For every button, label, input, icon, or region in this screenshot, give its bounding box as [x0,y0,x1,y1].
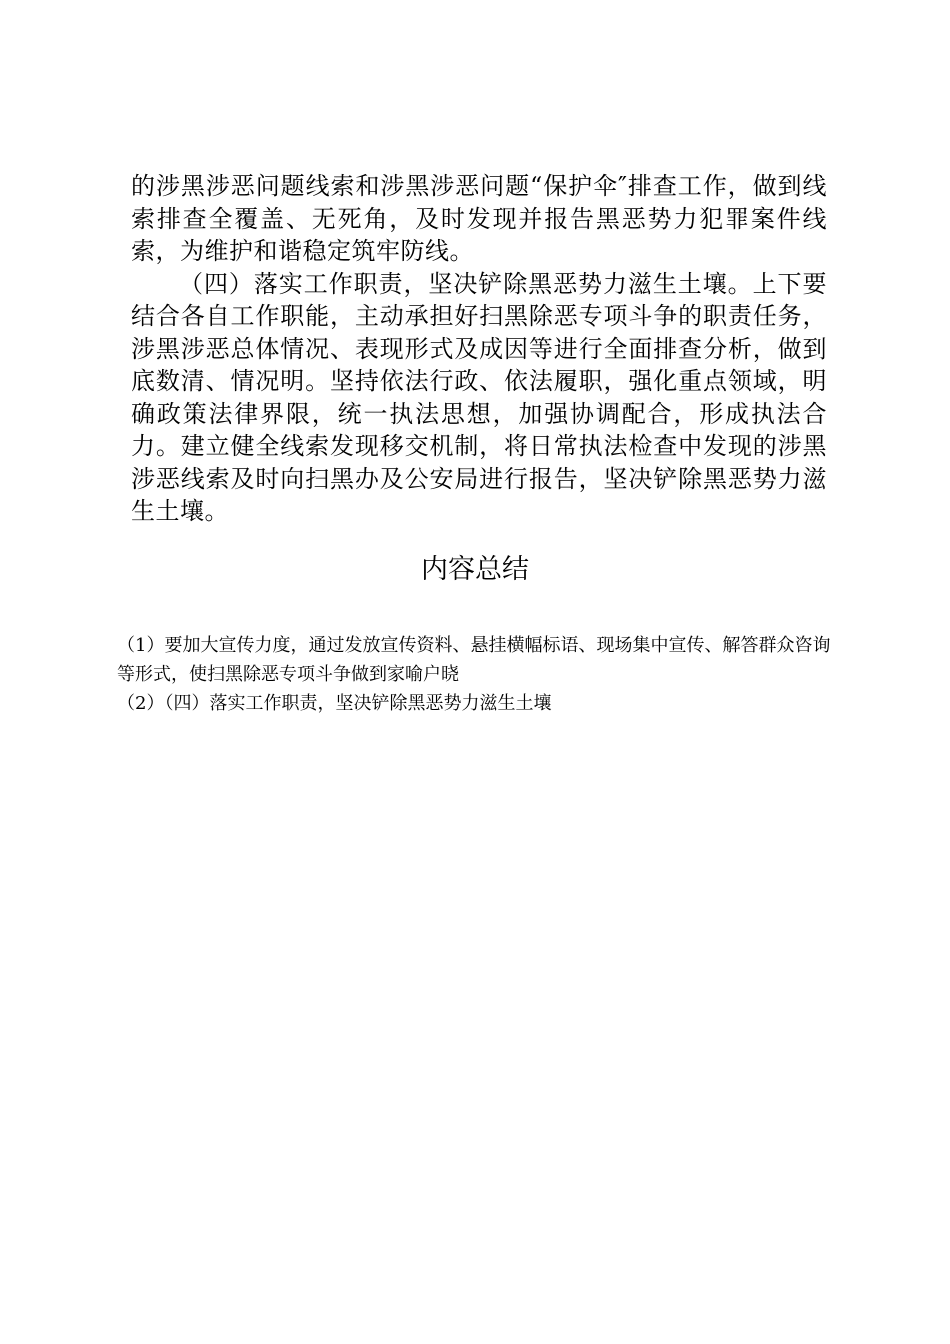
body-text [131,170,827,528]
summary-title: 内容总结 [421,554,529,585]
summary-list [117,631,833,718]
summary-item: （2）（四）落实工作职责，坚决铲除黑恶势力滋生土壤 [117,693,552,714]
body-paragraph-section-four: （四）落实工作职责，坚决铲除黑恶势力滋生土壤。上下要结合各自工作职能，主动承担好扫黑除恶专项斗争的职责任务，涉黑涉恶总体情况、表现形式及成因等进行全面排查分析，做到底数清、情况明。坚持依法行政、依法履职，强化重点领域，明确政策法律界限，统一执法思想，加强协调配合，形成执法合力。建立健全线索发现移交机制，将日常执法检查中发现的涉黑涉恶线索及时向扫黑办及公安局进行报告，坚决铲除黑恶势力滋生土壤。 [131,269,827,525]
body-paragraph-continuation: 的涉黑涉恶问题线索和涉黑涉恶问题“保护伞″排查工作，做到线索排查全覆盖、无死角，及时发现并报告黑恶势力犯罪案件线索，为维护和谐稳定筑牢防线。 [131,172,827,265]
summary-item: （1）要加大宣传力度，通过发放宣传资料、悬挂横幅标语、现场集中宣传、解答群众咨询等形式，使扫黑除恶专项斗争做到家喻户晓 [117,635,831,685]
